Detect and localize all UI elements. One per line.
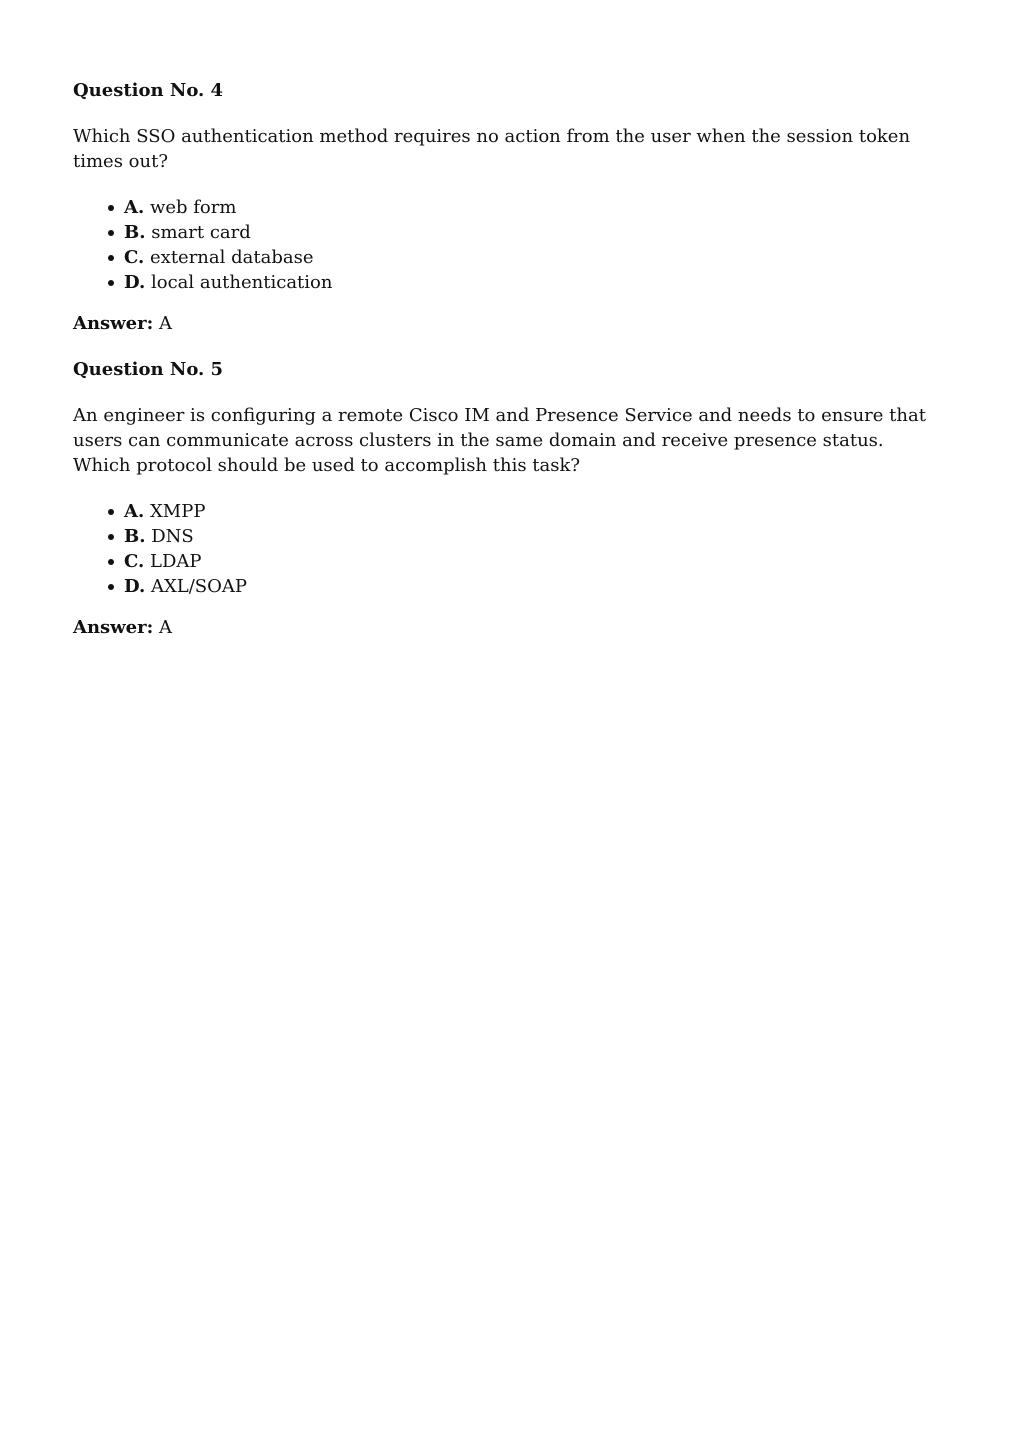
option-text: DNS	[151, 526, 194, 547]
options-list	[73, 195, 944, 295]
option-item	[124, 195, 944, 220]
option-letter: A.	[124, 197, 145, 218]
answer-line	[73, 311, 944, 336]
answer-value: A	[159, 617, 172, 638]
option-text: external database	[150, 247, 314, 268]
option-item	[124, 270, 944, 295]
option-text: AXL/SOAP	[150, 576, 247, 597]
option-text: XMPP	[149, 501, 206, 522]
option-item	[124, 499, 944, 524]
answer-label: Answer:	[73, 617, 154, 638]
option-letter: D.	[124, 576, 146, 597]
option-letter: D.	[124, 272, 146, 293]
question-block-5	[73, 357, 944, 640]
option-item	[124, 524, 944, 549]
option-letter: B.	[124, 526, 146, 547]
option-letter: C.	[124, 247, 145, 268]
option-text: web form	[149, 197, 237, 218]
option-text: LDAP	[150, 551, 202, 572]
option-item	[124, 549, 944, 574]
option-text: smart card	[151, 222, 251, 243]
option-letter: B.	[124, 222, 146, 243]
question-title: Question No. 5	[73, 359, 224, 380]
answer-value: A	[159, 313, 172, 334]
option-item	[124, 220, 944, 245]
question-block-4	[73, 78, 944, 336]
question-text: An engineer is configuring a remote Cisco IM and Presence Service and needs to ensure that users can communicate across clusters in the same domain and receive presence status. Which protocol should be used to accomplish this task?	[73, 405, 926, 476]
options-list	[73, 499, 944, 599]
option-letter: A.	[124, 501, 145, 522]
question-title: Question No. 4	[73, 80, 224, 101]
option-text: local authentication	[150, 272, 333, 293]
option-item	[124, 245, 944, 270]
option-item	[124, 574, 944, 599]
answer-label: Answer:	[73, 313, 154, 334]
option-letter: C.	[124, 551, 145, 572]
answer-line	[73, 615, 944, 640]
question-text: Which SSO authentication method requires no action from the user when the session token times out?	[73, 126, 911, 172]
